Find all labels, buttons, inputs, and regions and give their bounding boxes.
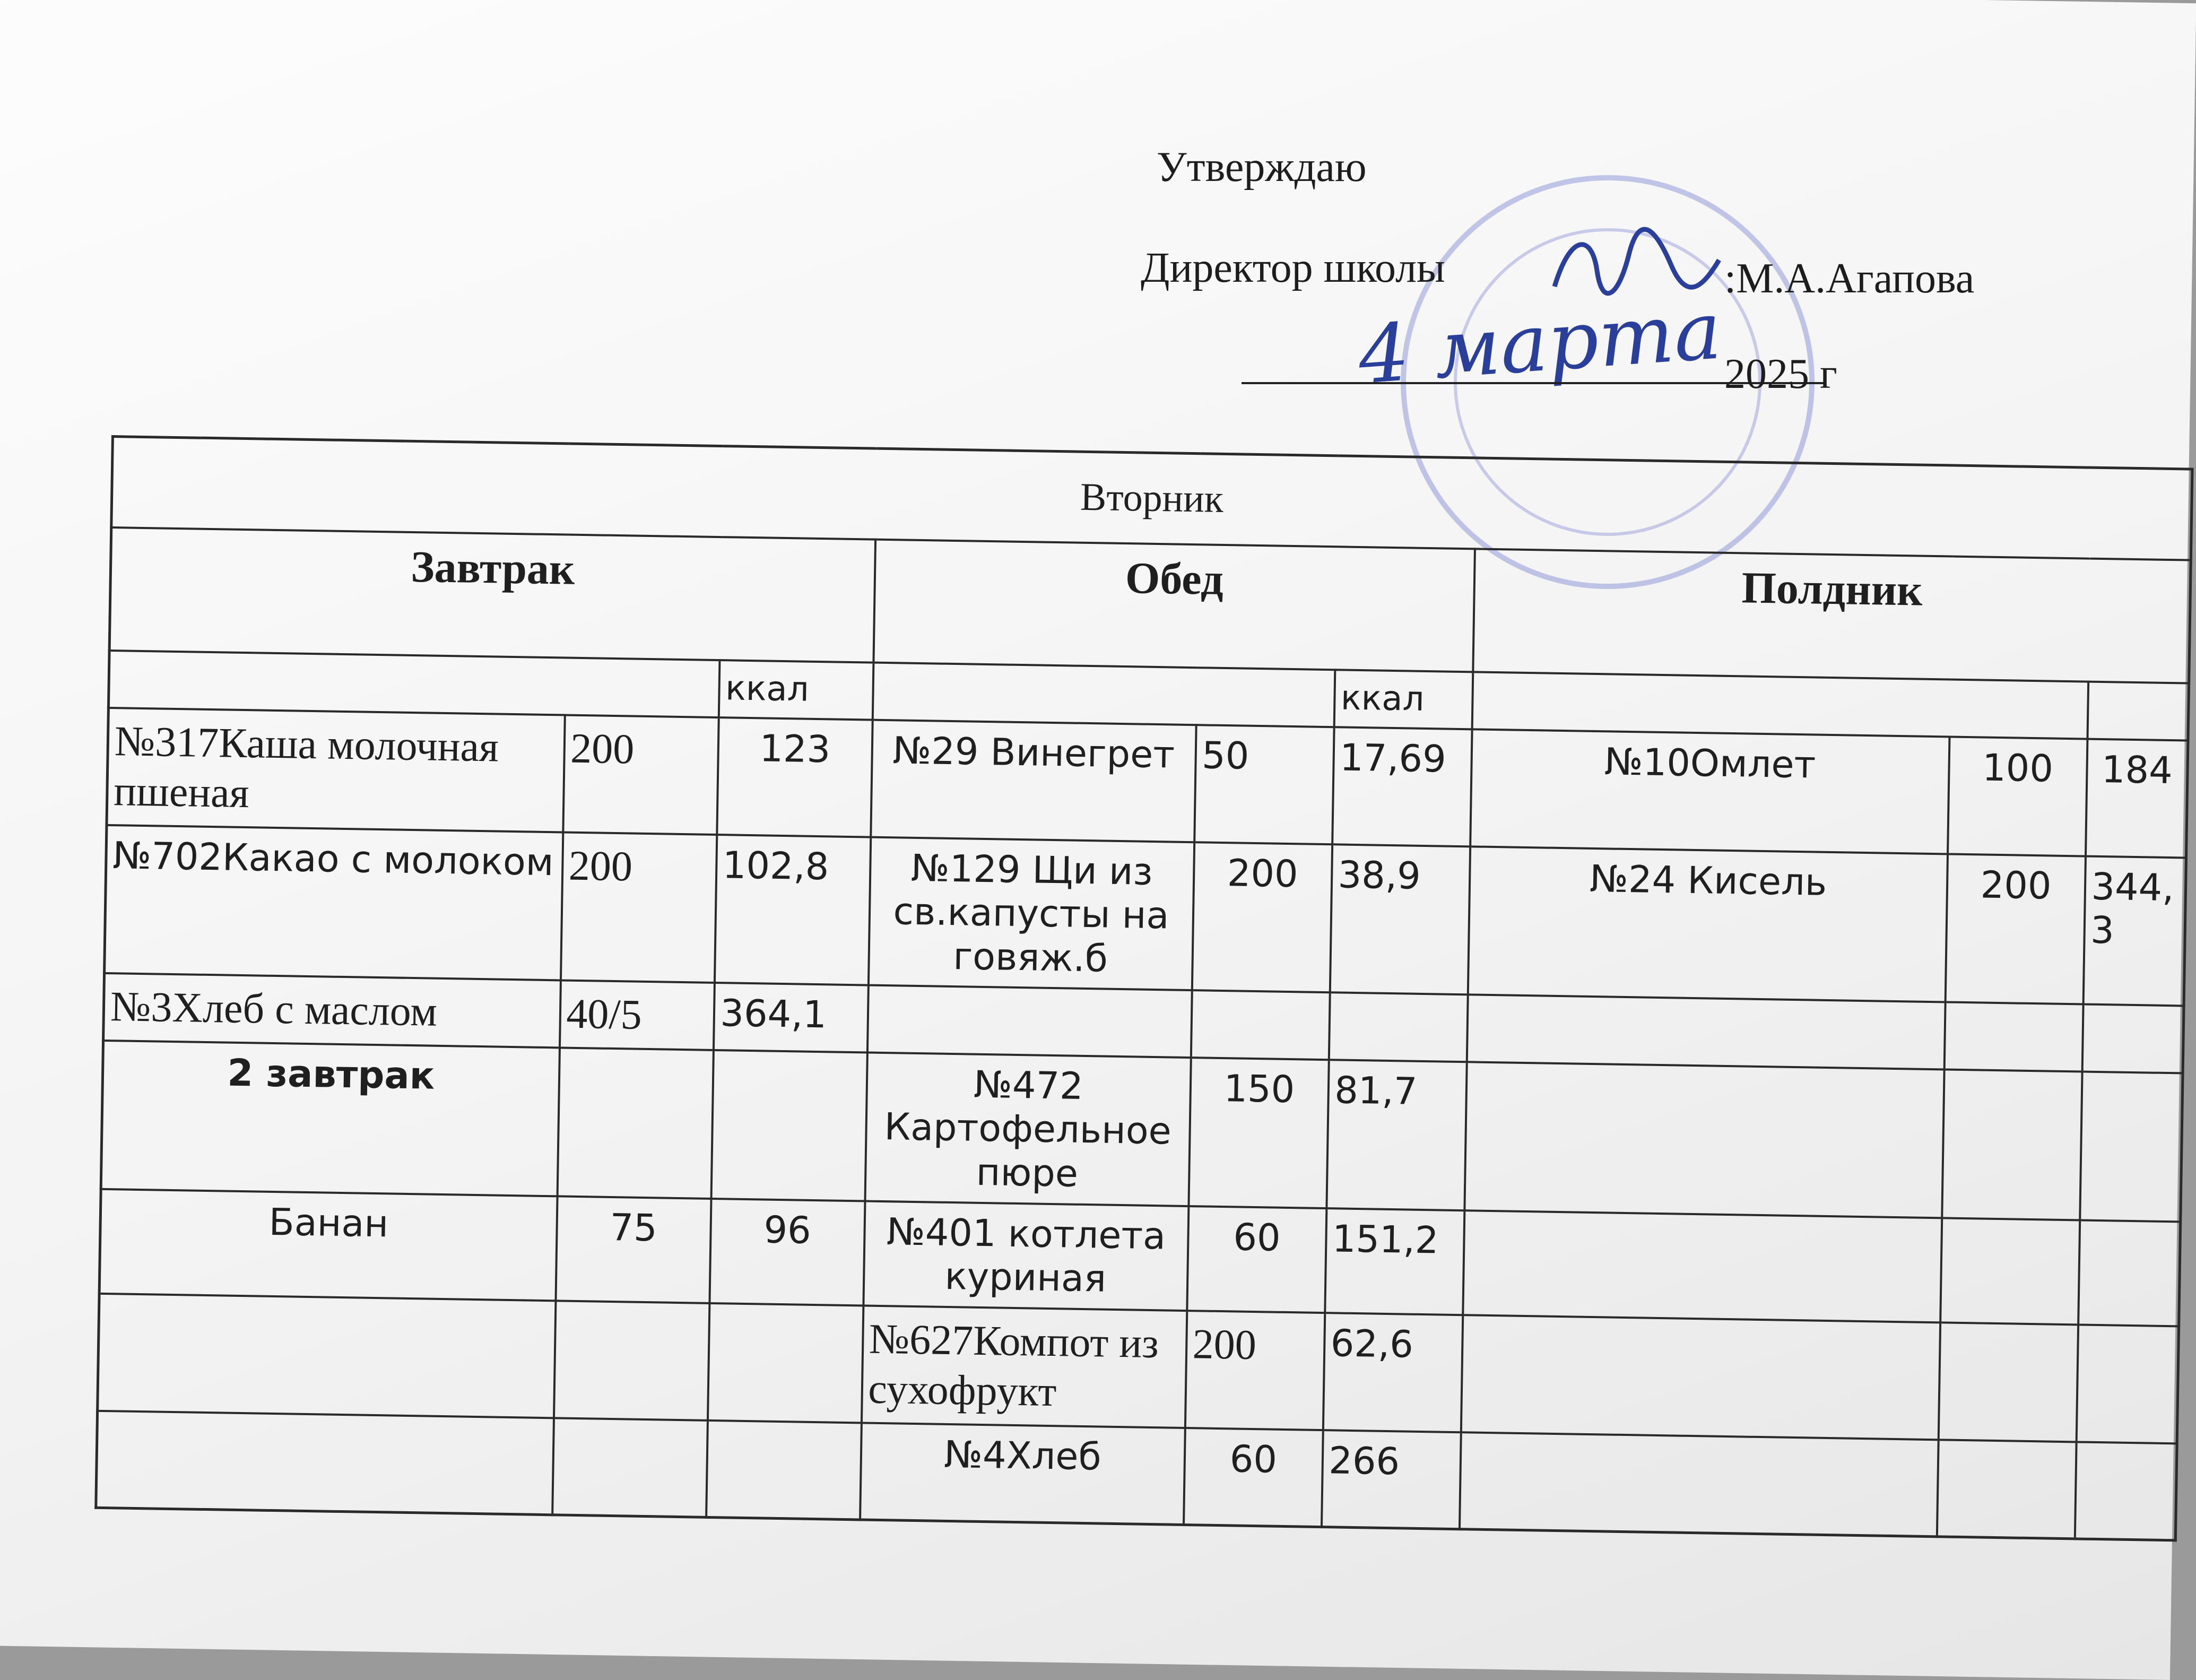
breakfast-header: Завтрак — [109, 527, 875, 663]
header-blank — [1472, 672, 2088, 739]
breakfast-weight: 200 — [560, 832, 716, 983]
breakfast-kcal: 96 — [709, 1198, 865, 1305]
snack-kcal — [2078, 1220, 2181, 1326]
snack-dish — [1466, 995, 1945, 1070]
snack-weight: 100 — [1948, 737, 2087, 856]
lunch-weight: 200 — [1192, 842, 1332, 993]
lunch-kcal-header: ккал — [1334, 670, 1473, 730]
breakfast-weight: 200 — [563, 715, 718, 834]
menu-table — [94, 435, 2193, 1542]
breakfast-dish — [96, 1410, 554, 1514]
snack-dish — [1459, 1432, 1938, 1537]
snack-dish — [1461, 1315, 1940, 1440]
lunch-dish: №29 Винегрет — [871, 720, 1196, 842]
lunch-kcal: 38,9 — [1330, 844, 1470, 995]
breakfast-dish: №702Какао с молоком — [105, 825, 563, 981]
lunch-dish: №472 Картофельное пюре — [865, 1052, 1191, 1206]
snack-weight — [1937, 1440, 2076, 1539]
snack-weight — [1944, 1002, 2083, 1071]
snack-weight — [1942, 1069, 2082, 1220]
snack-weight: 200 — [1945, 854, 2085, 1004]
breakfast-weight — [552, 1418, 708, 1517]
breakfast-kcal — [707, 1303, 863, 1423]
breakfast-weight — [557, 1047, 713, 1198]
approval-name: :М.А.Агапова — [1724, 255, 1975, 302]
lunch-header: Обед — [873, 540, 1475, 672]
breakfast-weight: 40/5 — [559, 981, 714, 1050]
header-blank — [872, 663, 1335, 727]
snack-weight — [1938, 1322, 2078, 1442]
lunch-dish — [867, 985, 1192, 1058]
snack-kcal: 344,3 — [2083, 856, 2186, 1006]
lunch-dish: №401 котлета куриная — [863, 1201, 1188, 1311]
lunch-kcal: 151,2 — [1325, 1208, 1464, 1315]
breakfast-dish: №3Хлеб с маслом — [103, 973, 561, 1047]
breakfast-kcal — [706, 1420, 862, 1519]
header-blank — [108, 651, 719, 717]
lunch-dish: №627Компот из сухофрукт — [861, 1305, 1186, 1427]
second-breakfast-label: 2 завтрак — [101, 1041, 559, 1196]
lunch-weight: 150 — [1188, 1058, 1329, 1208]
snack-kcal — [2075, 1442, 2177, 1540]
lunch-weight: 60 — [1184, 1428, 1323, 1527]
breakfast-dish: Банан — [99, 1189, 557, 1301]
approval-title: Утверждаю — [1157, 144, 1367, 190]
lunch-dish: №129 Щи из св.капусты на говяж.б — [868, 837, 1194, 990]
breakfast-weight: 75 — [555, 1196, 711, 1303]
lunch-weight: 50 — [1194, 725, 1334, 844]
breakfast-kcal: 364,1 — [713, 983, 868, 1052]
lunch-dish: №4Хлеб — [860, 1423, 1185, 1525]
header-blank — [2087, 682, 2189, 740]
approval-year: 2025 г — [1724, 351, 1837, 397]
snack-weight — [1940, 1218, 2080, 1324]
snack-dish: №10Омлет — [1470, 729, 1949, 854]
approval-role: Директор школы — [1141, 245, 1445, 291]
snack-kcal — [2076, 1324, 2179, 1443]
breakfast-weight — [554, 1301, 709, 1420]
lunch-kcal — [1329, 993, 1468, 1062]
breakfast-dish — [98, 1294, 555, 1418]
snack-kcal — [2082, 1004, 2184, 1073]
lunch-weight: 60 — [1187, 1206, 1326, 1313]
snack-header: Полдник — [1473, 549, 2191, 683]
lunch-kcal: 266 — [1321, 1430, 1461, 1529]
snack-dish — [1463, 1210, 1942, 1322]
snack-dish: №24 Кисель — [1468, 846, 1947, 1002]
breakfast-kcal — [711, 1050, 867, 1201]
snack-kcal: 184 — [2086, 739, 2189, 858]
handwritten-date: 4 марта — [1355, 284, 1724, 402]
lunch-kcal: 17,69 — [1332, 727, 1472, 846]
breakfast-kcal: 102,8 — [714, 835, 870, 985]
lunch-kcal: 81,7 — [1326, 1060, 1466, 1210]
breakfast-dish: №317Каша молочная пшеная — [107, 708, 565, 832]
lunch-weight: 200 — [1185, 1311, 1324, 1430]
breakfast-kcal: 123 — [717, 717, 872, 837]
snack-kcal — [2080, 1071, 2183, 1222]
breakfast-kcal-header: ккал — [718, 660, 873, 720]
lunch-kcal: 62,6 — [1323, 1313, 1462, 1432]
day-header: Вторник — [111, 437, 2192, 560]
snack-dish — [1464, 1062, 1944, 1218]
lunch-weight — [1191, 991, 1330, 1060]
